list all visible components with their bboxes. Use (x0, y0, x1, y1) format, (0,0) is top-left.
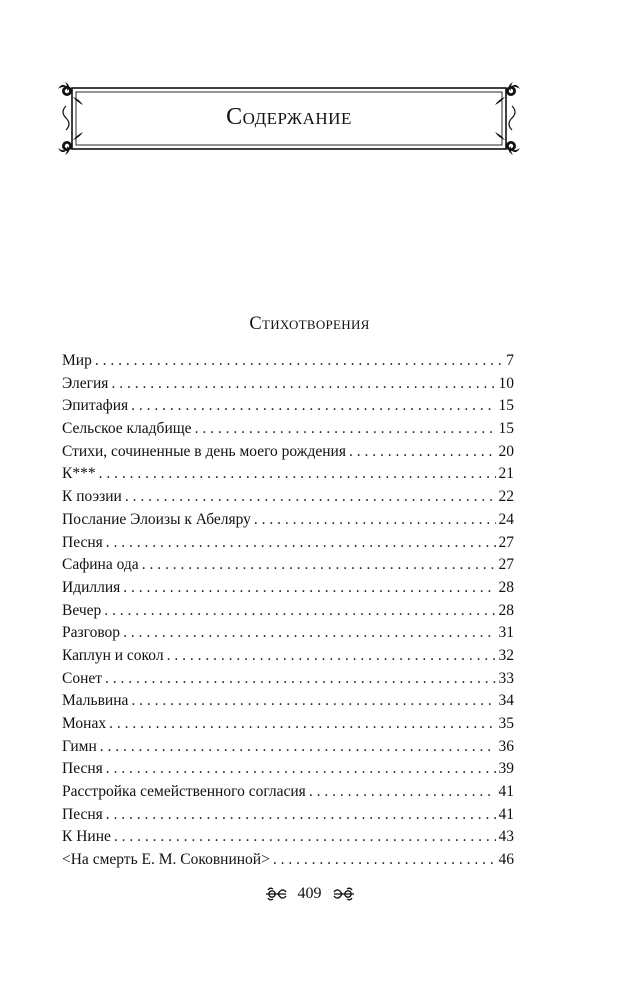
toc-entry-title: Вечер (62, 601, 102, 619)
toc-entry (62, 463, 514, 486)
toc-entry-page: 7 (506, 352, 514, 369)
toc-entry-page: 27 (498, 556, 514, 574)
toc-entry-title: Монах (62, 715, 107, 732)
dot-leader (104, 600, 495, 623)
toc-entry-page: 43 (498, 828, 514, 846)
toc-entry-title: Идиллия (62, 578, 121, 596)
toc-entry (62, 509, 514, 532)
toc-entry-title: Мальвина (62, 692, 129, 710)
toc-entry-page: 15 (498, 420, 514, 438)
toc-entry-page: 21 (498, 465, 514, 483)
toc-entry (62, 350, 514, 373)
dot-leader (131, 395, 495, 418)
toc-entry (62, 826, 514, 849)
toc-entry (62, 395, 514, 418)
toc-entry (62, 532, 514, 555)
toc-entry-page: 28 (498, 601, 514, 619)
title-frame (58, 82, 520, 155)
dot-leader (114, 826, 496, 849)
dot-leader (123, 622, 495, 645)
left-flourish-icon (264, 886, 290, 902)
toc-entry-title: <На смерть Е. М. Соковниной> (62, 851, 270, 869)
toc-entry (62, 600, 514, 623)
toc-entry-page: 34 (498, 692, 514, 710)
dot-leader (131, 690, 495, 713)
page-title: Содержание (226, 104, 352, 130)
dot-leader (125, 486, 496, 509)
toc-entry (62, 577, 514, 600)
table-of-contents (62, 350, 514, 872)
dot-leader (106, 804, 496, 827)
toc-entry-page: 28 (498, 578, 514, 596)
toc-entry-page: 35 (498, 715, 514, 732)
toc-entry-page: 32 (498, 646, 514, 664)
toc-entry-title: К*** (62, 465, 96, 483)
toc-entry (62, 849, 514, 872)
toc-entry (62, 622, 514, 645)
toc-entry-title: Каплун и сокол (62, 646, 164, 664)
dot-leader (167, 645, 496, 668)
toc-entry (62, 736, 514, 759)
toc-entry-page: 41 (498, 783, 514, 801)
toc-entry (62, 713, 514, 736)
toc-entry (62, 554, 514, 577)
toc-entry (62, 645, 514, 668)
toc-entry-page: 39 (498, 760, 514, 778)
toc-entry-page: 33 (498, 669, 514, 687)
toc-entry-page: 46 (498, 851, 514, 869)
toc-entry-title: К Нине (62, 828, 111, 846)
toc-entry-page: 24 (498, 510, 514, 528)
dot-leader (100, 736, 496, 759)
toc-entry-title: Элегия (62, 374, 109, 392)
toc-entry-page: 15 (498, 397, 514, 415)
toc-entry-title: К поэзии (62, 488, 122, 506)
toc-entry (62, 690, 514, 713)
toc-entry-title: Разговор (62, 624, 121, 642)
toc-entry-title: Сонет (62, 669, 103, 687)
toc-entry-title: Гимн (62, 737, 97, 755)
toc-entry-title: Стихи, сочиненные в день моего рождения (62, 442, 346, 460)
dot-leader (142, 554, 496, 577)
dot-leader (95, 350, 503, 373)
toc-entry-title: Послание Элоизы к Абеляру (62, 510, 251, 528)
toc-entry-page: 41 (498, 805, 514, 823)
toc-entry-page: 27 (498, 533, 514, 551)
toc-entry (62, 781, 514, 804)
dot-leader (309, 781, 496, 804)
dot-leader (111, 373, 495, 396)
toc-entry-title: Мир (62, 352, 92, 369)
section-title: Стихотворения (249, 314, 370, 334)
dot-leader (99, 463, 496, 486)
dot-leader (123, 577, 495, 600)
toc-entry-page: 10 (498, 374, 514, 392)
dot-leader (195, 418, 496, 441)
toc-entry-title: Песня (62, 760, 103, 778)
toc-entry-title: Расстройка семейственного согласия (62, 783, 306, 801)
toc-entry-page: 31 (498, 624, 514, 642)
toc-entry (62, 418, 514, 441)
dot-leader (109, 713, 495, 736)
dot-leader (254, 509, 496, 532)
right-flourish-icon (330, 886, 356, 902)
toc-entry-title: Песня (62, 805, 103, 823)
toc-entry (62, 441, 514, 464)
dot-leader (349, 441, 496, 464)
toc-entry (62, 373, 514, 396)
toc-entry (62, 486, 514, 509)
dot-leader (106, 758, 496, 781)
toc-entry-title: Сафина ода (62, 556, 139, 574)
dot-leader (106, 532, 496, 555)
page-number: 409 (297, 885, 322, 902)
toc-entry (62, 668, 514, 691)
toc-entry (62, 758, 514, 781)
dot-leader (105, 668, 495, 691)
toc-entry (62, 804, 514, 827)
toc-entry-page: 36 (498, 737, 514, 755)
toc-entry-title: Песня (62, 533, 103, 551)
dot-leader (273, 849, 496, 872)
toc-entry-title: Эпитафия (62, 397, 129, 415)
toc-entry-title: Сельское кладбище (62, 420, 192, 438)
toc-entry-page: 20 (498, 442, 514, 460)
toc-entry-page: 22 (498, 488, 514, 506)
page-footer (0, 885, 619, 903)
